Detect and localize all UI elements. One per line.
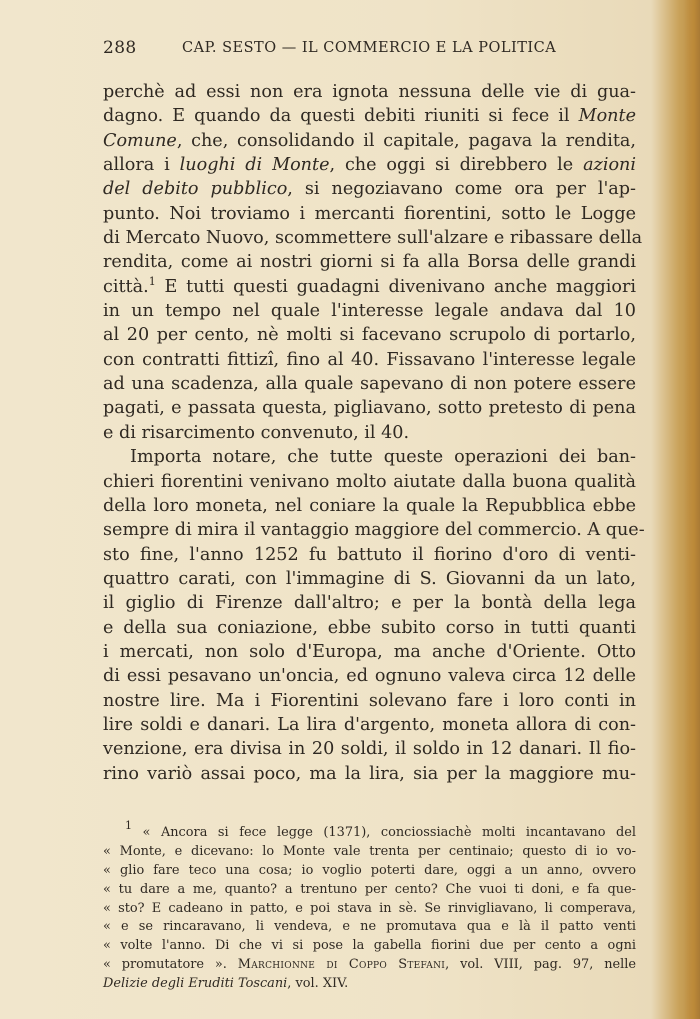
italic-text: Monte (578, 106, 636, 127)
text-run: in un tempo nel quale l'interesse legale andava dal 10 (103, 301, 636, 322)
text-run: al 20 per cento, nè molti si facevano scrupolo di portarlo, (103, 325, 636, 346)
text-run: e di risarcimento convenuto, il 40. (103, 422, 410, 443)
italic-text: Comune (103, 130, 177, 151)
text-run: nostre lire. Ma i Fiorentini solevano fare i loro conti in (103, 690, 636, 711)
footnote-line (103, 956, 636, 975)
text-run: sto fine, l'anno 1252 fu battuto il fiorino d'oro di venti- (103, 544, 636, 565)
text-line (103, 494, 636, 518)
text-run: rendita, come ai nostri giorni si fa alla Borsa delle grandi (103, 252, 636, 273)
text-run: città. (103, 276, 149, 297)
footnote-line (103, 937, 636, 956)
text-line (103, 275, 636, 299)
text-line (103, 323, 636, 347)
text-run: , che oggi si direbbero le (329, 155, 584, 176)
text-run: venzione, era divisa in 20 soldi, il soldo in 12 danari. Il fio- (103, 739, 636, 760)
text-line (103, 104, 636, 128)
text-line (103, 616, 636, 640)
text-line (103, 202, 636, 226)
text-run: chieri fiorentini venivano molto aiutate dalla buona qualità (103, 471, 636, 492)
text-run: pagati, e passata questa, pigliavano, sotto pretesto di pena (103, 398, 636, 419)
text-run: , vol. VIII, pag. 97, nelle (445, 957, 636, 973)
text-run: il giglio di Firenze dall'altro; e per la bontà della lega (103, 593, 636, 614)
text-run: lire soldi e danari. La lira d'argento, moneta allora di con- (103, 714, 636, 735)
text-line (103, 762, 636, 786)
text-run: « glio fare teco una cosa; io voglio poterti dare, oggi a un anno, ovvero (103, 862, 636, 878)
text-run: , si negoziavano come ora per l'ap- (287, 179, 636, 200)
text-line (103, 153, 636, 177)
text-line (103, 713, 636, 737)
text-line (103, 591, 636, 615)
text-line (103, 640, 636, 664)
text-line (103, 372, 636, 396)
text-run: E tutti questi guadagni divenivano anche maggiori (155, 276, 636, 297)
author-name: Marchionne di Coppo Stefani (237, 957, 446, 973)
footnote-line (103, 862, 636, 881)
text-line (103, 737, 636, 761)
text-line (103, 129, 636, 153)
footnote-line (103, 918, 636, 937)
text-run: sempre di mira il vantaggio maggiore del commercio. A que- (103, 520, 645, 541)
text-run: della loro moneta, nel coniare la quale la Repubblica ebbe (103, 495, 636, 516)
text-run: di essi pesavano un'oncia, ed ognuno valeva circa 12 delle (103, 666, 636, 687)
text-run: « e se rincaravano, li vendeva, e ne promutava qua e là il patto venti (103, 919, 636, 935)
text-run: , che, consolidando il capitale, pagava la rendita, (176, 130, 636, 151)
text-run: « tu dare a me, quanto? a trentuno per cento? Che vuoi ti doni, e fa que- (103, 881, 636, 897)
text-run: allora i (103, 155, 180, 176)
text-line (103, 470, 636, 494)
text-line (103, 396, 636, 420)
text-line (103, 421, 636, 445)
text-run: punto. Noi troviamo i mercanti fiorentini, sotto le Logge (103, 203, 636, 224)
footnote-line (103, 975, 636, 994)
text-run: Importa notare, che tutte queste operazioni dei ban- (130, 447, 636, 468)
text-run: « sto? E cadeano in patto, e poi stava in sè. Se rinvigliavano, li comperava, (103, 900, 636, 916)
running-title: CAP. SESTO — IL COMMERCIO E LA POLITICA (182, 40, 557, 56)
text-run: « promutatore ». (103, 957, 238, 973)
footnote-line (103, 881, 636, 900)
text-line (103, 226, 643, 250)
footnote-line (103, 819, 636, 843)
page-number: 288 (103, 38, 137, 58)
text-line (103, 299, 636, 323)
footnotes (103, 819, 636, 994)
text-line (103, 543, 636, 567)
text-line (103, 664, 636, 688)
text-line (103, 177, 636, 201)
main-text (103, 80, 645, 786)
footnote-line (103, 900, 636, 919)
footnote-marker: 1 (148, 274, 156, 288)
text-run: quattro carati, con l'immagine di S. Giovanni da un lato, (103, 568, 636, 589)
text-run: perchè ad essi non era ignota nessuna delle vie di gua- (103, 82, 636, 102)
text-line (103, 518, 645, 542)
text-run: « Monte, e dicevano: lo Monte vale trenta per centinaio; questo di io vo- (103, 843, 636, 859)
footnote-marker: 1 (125, 819, 132, 832)
text-run: con contratti fittizî, fino al 40. Fissavano l'interesse legale (103, 349, 636, 370)
text-run: di Mercato Nuovo, scommettere sull'alzare e ribassare della (103, 228, 643, 249)
text-line (103, 250, 636, 274)
text-line (103, 445, 636, 469)
italic-text: azioni (583, 155, 636, 176)
text-run: i mercati, non solo d'Europa, ma anche d'Oriente. Otto (103, 641, 636, 662)
text-line (103, 348, 636, 372)
text-run: ad una scadenza, alla quale sapevano di non potere essere (103, 374, 636, 395)
italic-text: del debito pubblico (103, 179, 288, 200)
text-run: « Ancora si fece legge (1371), conciossiachè molti incantavano del (132, 825, 636, 840)
text-line (103, 689, 636, 713)
text-run: , vol. XIV. (287, 976, 349, 992)
text-run: dagno. E quando da questi debiti riuniti si fece il (103, 106, 579, 127)
footnote-line (103, 843, 636, 862)
text-run: « volte l'anno. Di che vi si pose la gabella fiorini due per cento a ogni (103, 938, 636, 954)
italic-text: luoghi di Monte (179, 155, 330, 176)
text-line (103, 567, 636, 591)
text-line (103, 80, 636, 104)
italic-text: Delizie degli Eruditi Toscani (103, 976, 288, 992)
text-run: rino variò assai poco, ma la lira, sia per la maggiore mu- (103, 763, 636, 784)
text-run: e della sua coniazione, ebbe subito corso in tutti quanti (103, 617, 636, 638)
running-header (103, 38, 636, 60)
page-edge (684, 0, 700, 1019)
